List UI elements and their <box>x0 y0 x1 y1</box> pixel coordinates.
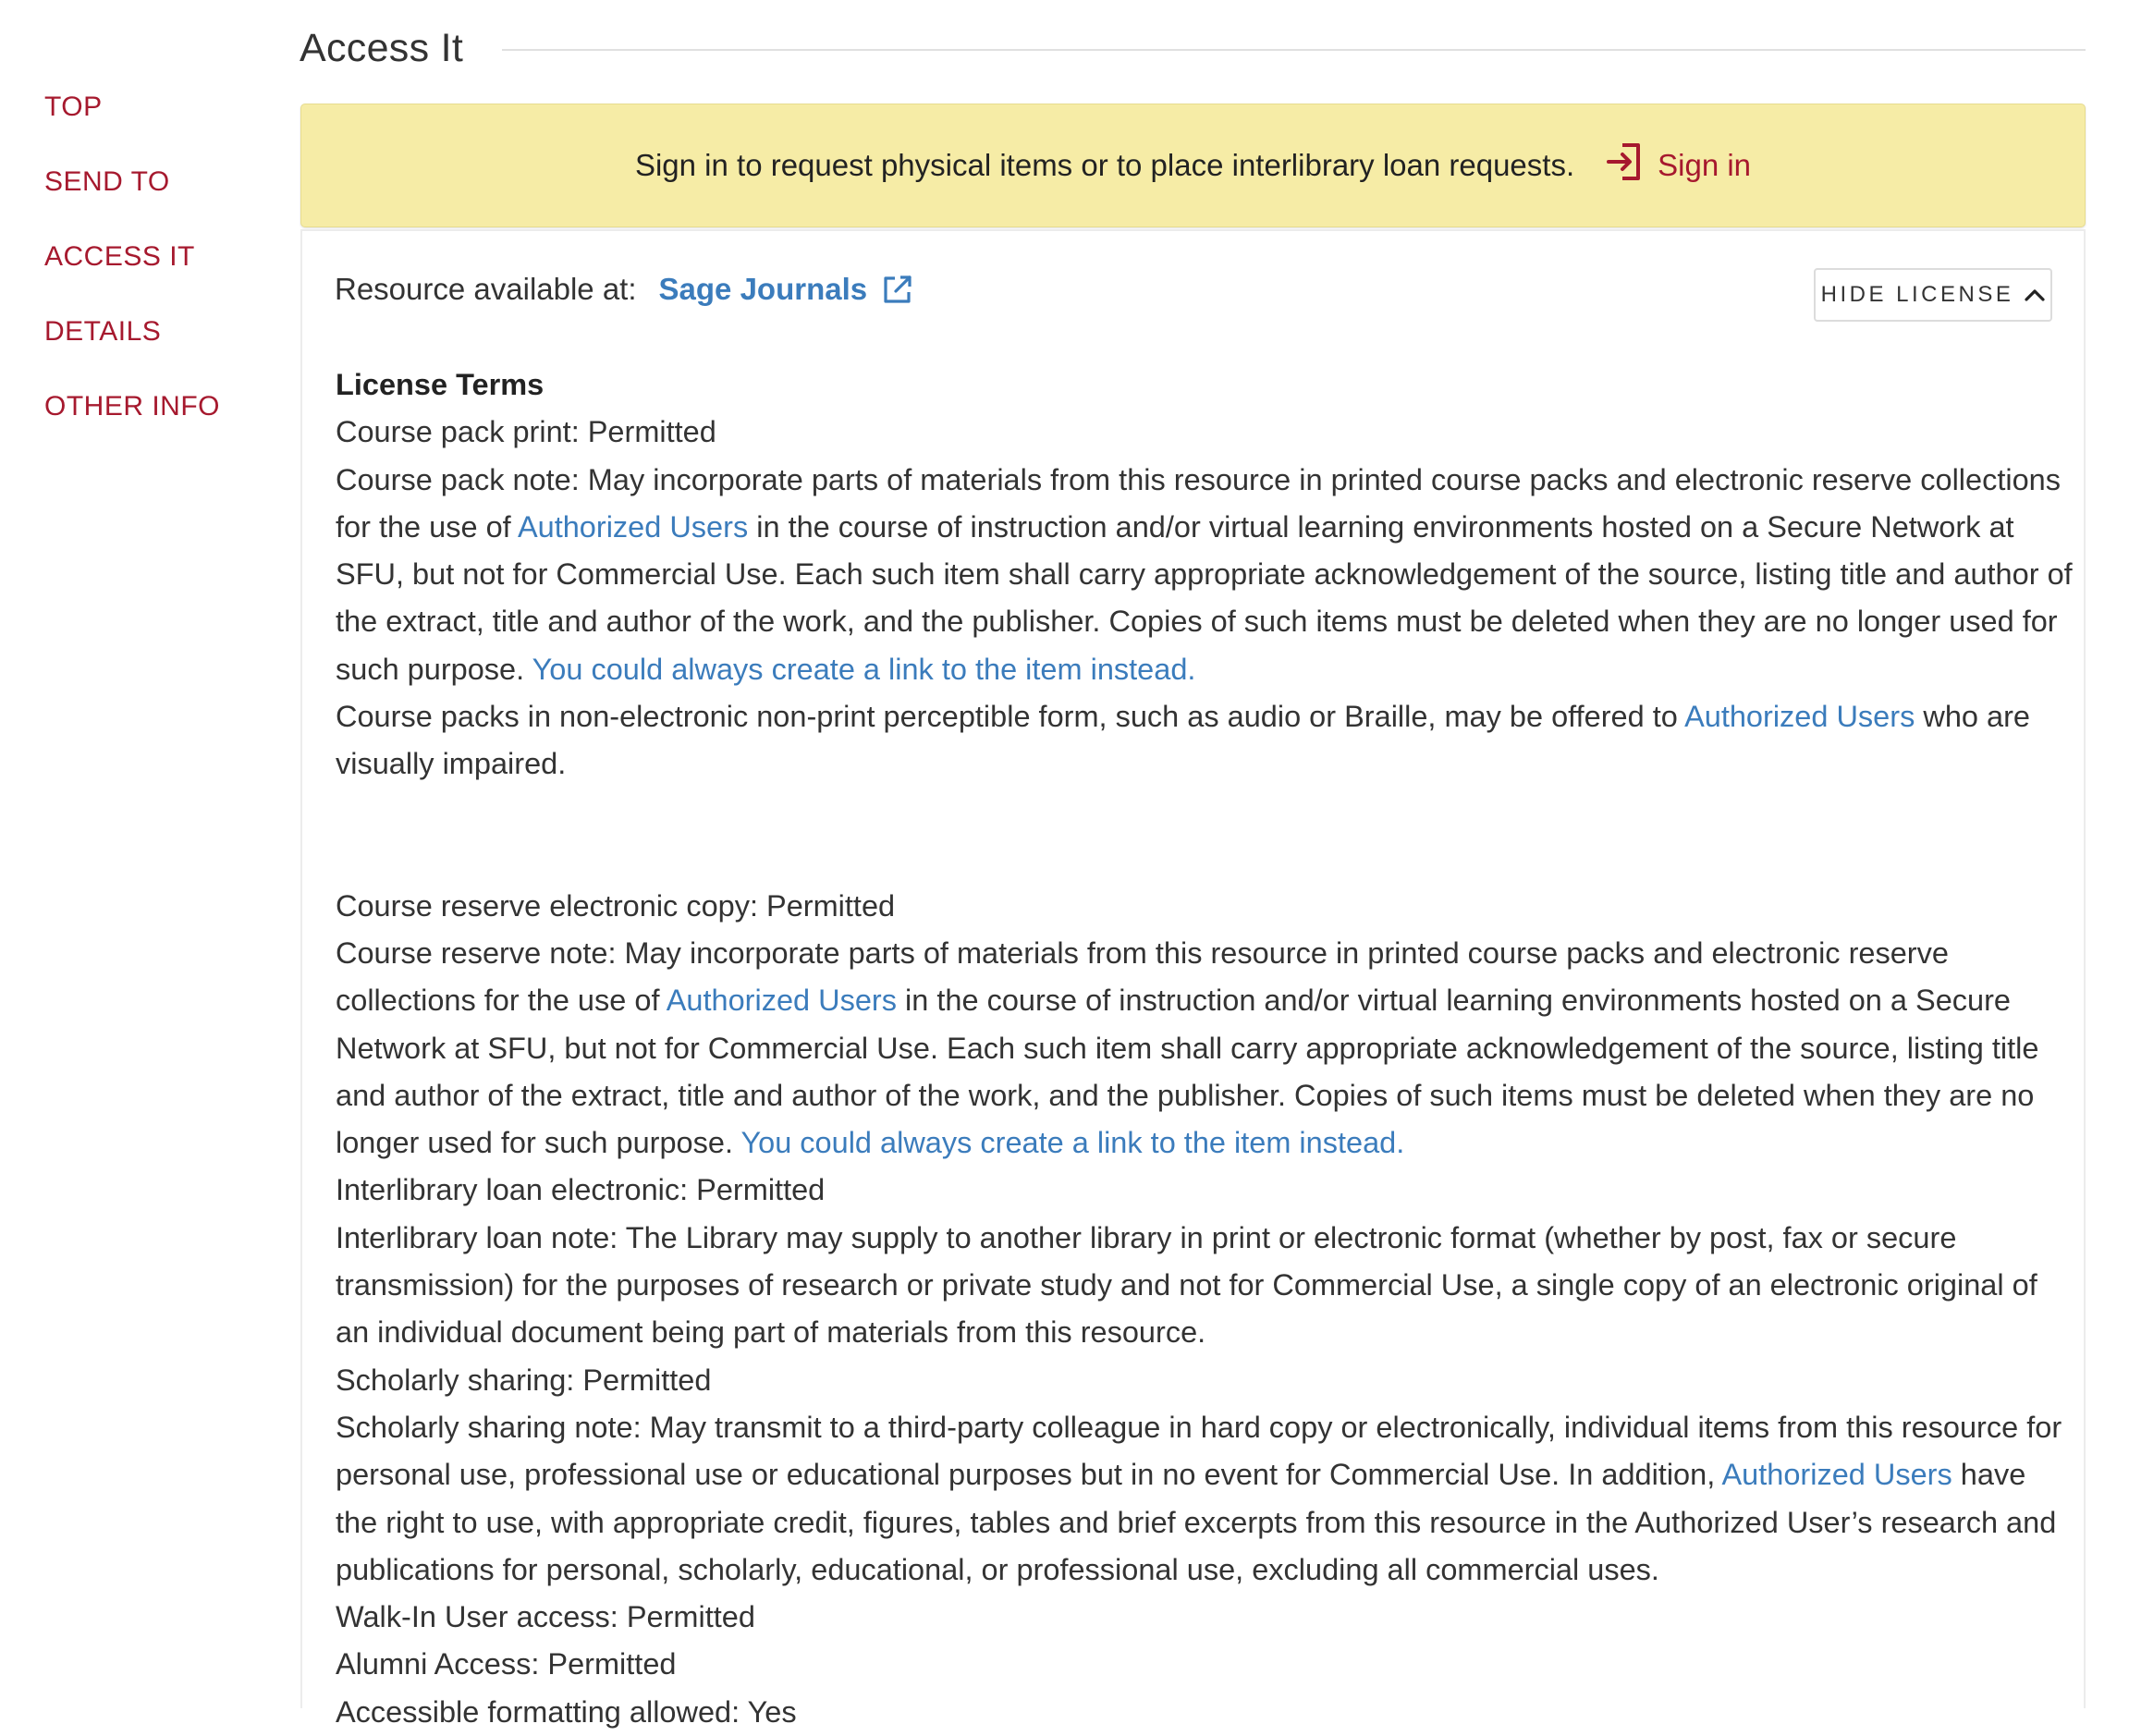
chevron-up-icon <box>2013 282 2045 308</box>
resource-label: Resource available at: <box>335 272 637 306</box>
walk-in-access: Walk-In User access: Permitted <box>336 1600 755 1634</box>
banner-message: Sign in to request physical items or to place interlibrary loan requests. <box>634 148 1575 182</box>
section-divider <box>502 49 2086 51</box>
course-pack-print: Course pack print: Permitted <box>336 415 716 449</box>
ill-electronic: Interlibrary loan electronic: Permitted <box>336 1173 826 1207</box>
section-title: Access It <box>300 25 464 70</box>
course-reserve-copy: Course reserve electronic copy: Permitted <box>336 888 896 923</box>
nav-item-details[interactable]: DETAILS <box>44 316 162 347</box>
hide-license-button[interactable] <box>1814 268 2052 322</box>
link-instead-link[interactable]: You could always create a link to the item instead. <box>532 652 1196 686</box>
section-nav <box>44 89 285 463</box>
scholarly-sharing: Scholarly sharing: Permitted <box>336 1363 712 1397</box>
authorized-users-link[interactable]: Authorized Users <box>1721 1458 1952 1492</box>
signin-link[interactable] <box>1606 141 1751 189</box>
course-reserve-note: Course reserve note: May incorporate parts of materials from this resource in printed course packs and electronic reserve collections for the use of Authorized Users in the course of instruction and/or virtual learning environments hosted on a Secure Network at SFU, but not for Commercial Use. Each such item shall carry appropriate acknowledgement of the source, listing title and author of the extract, title and author of the work, and the publisher. Copies of such items must be deleted when they are no longer used for such purpose. You could always create a link to the item instead. <box>336 935 2039 1160</box>
accessible-formatting: Accessible formatting allowed: Yes <box>336 1694 797 1729</box>
license-heading: License Terms <box>336 368 544 401</box>
scholarly-sharing-note: Scholarly sharing note: May transmit to a third-party colleague in hard copy or electronically, individual items from this resource for personal use, professional use or educational purposes but in no event for Commercial Use. In addition, Authorized Users have the right to use, with appropriate credit, figures, tables and brief excerpts from this resource in the Authorized User’s research and publications for personal, scholarly, educational, or professional use, excluding all commercial uses. <box>336 1410 2062 1586</box>
course-pack-note: Course pack note: May incorporate parts of materials from this resource in printed course packs and electronic reserve collections for the use of Authorized Users in the course of instruction and/or virtual learning environments hosted on a Secure Network at SFU, but not for Commercial Use. Each such item shall carry appropriate acknowledgement of the source, listing title and author of the extract, title and author of the work, and the publisher. Copies of such items must be deleted when they are no longer used for such purpose. You could always create a link to the item instead. <box>336 462 2073 686</box>
course-pack-alt-format: Course packs in non-electronic non-print perceptible form, such as audio or Braille, may be offered to Authorized Users who are visually impaired. <box>336 700 2030 781</box>
section-header <box>300 20 2086 76</box>
signin-banner <box>300 104 2086 227</box>
ill-note: Interlibrary loan note: The Library may supply to another library in print or electronic format (whether by post, fax or secure transmission) for the purposes of research or private study and not for Commercial Use, a single copy of an electronic original of an individual document being part of materials from this resource. <box>336 1220 2037 1350</box>
alumni-access: Alumni Access: Permitted <box>336 1647 677 1681</box>
signin-label: Sign in <box>1658 148 1752 182</box>
license-terms <box>336 361 2074 1736</box>
external-link-icon[interactable] <box>882 274 913 305</box>
license-card <box>300 229 2086 1729</box>
authorized-users-link[interactable]: Authorized Users <box>666 984 897 1018</box>
spacer <box>336 789 2074 883</box>
sage-journals-link[interactable]: Sage Journals <box>658 272 868 306</box>
nav-item-other-info[interactable]: OTHER INFO <box>44 391 220 422</box>
nav-item-send-to[interactable]: SEND TO <box>44 166 170 197</box>
resource-row <box>335 272 913 307</box>
sign-in-icon <box>1606 141 1658 189</box>
nav-item-top[interactable]: TOP <box>44 92 103 122</box>
link-instead-link[interactable]: You could always create a link to the item instead. <box>740 1126 1405 1160</box>
authorized-users-link[interactable]: Authorized Users <box>1684 700 1915 734</box>
authorized-users-link[interactable]: Authorized Users <box>517 509 749 544</box>
nav-item-access-it[interactable]: ACCESS IT <box>44 241 195 272</box>
hide-license-label: HIDE LICENSE <box>1820 282 2014 307</box>
